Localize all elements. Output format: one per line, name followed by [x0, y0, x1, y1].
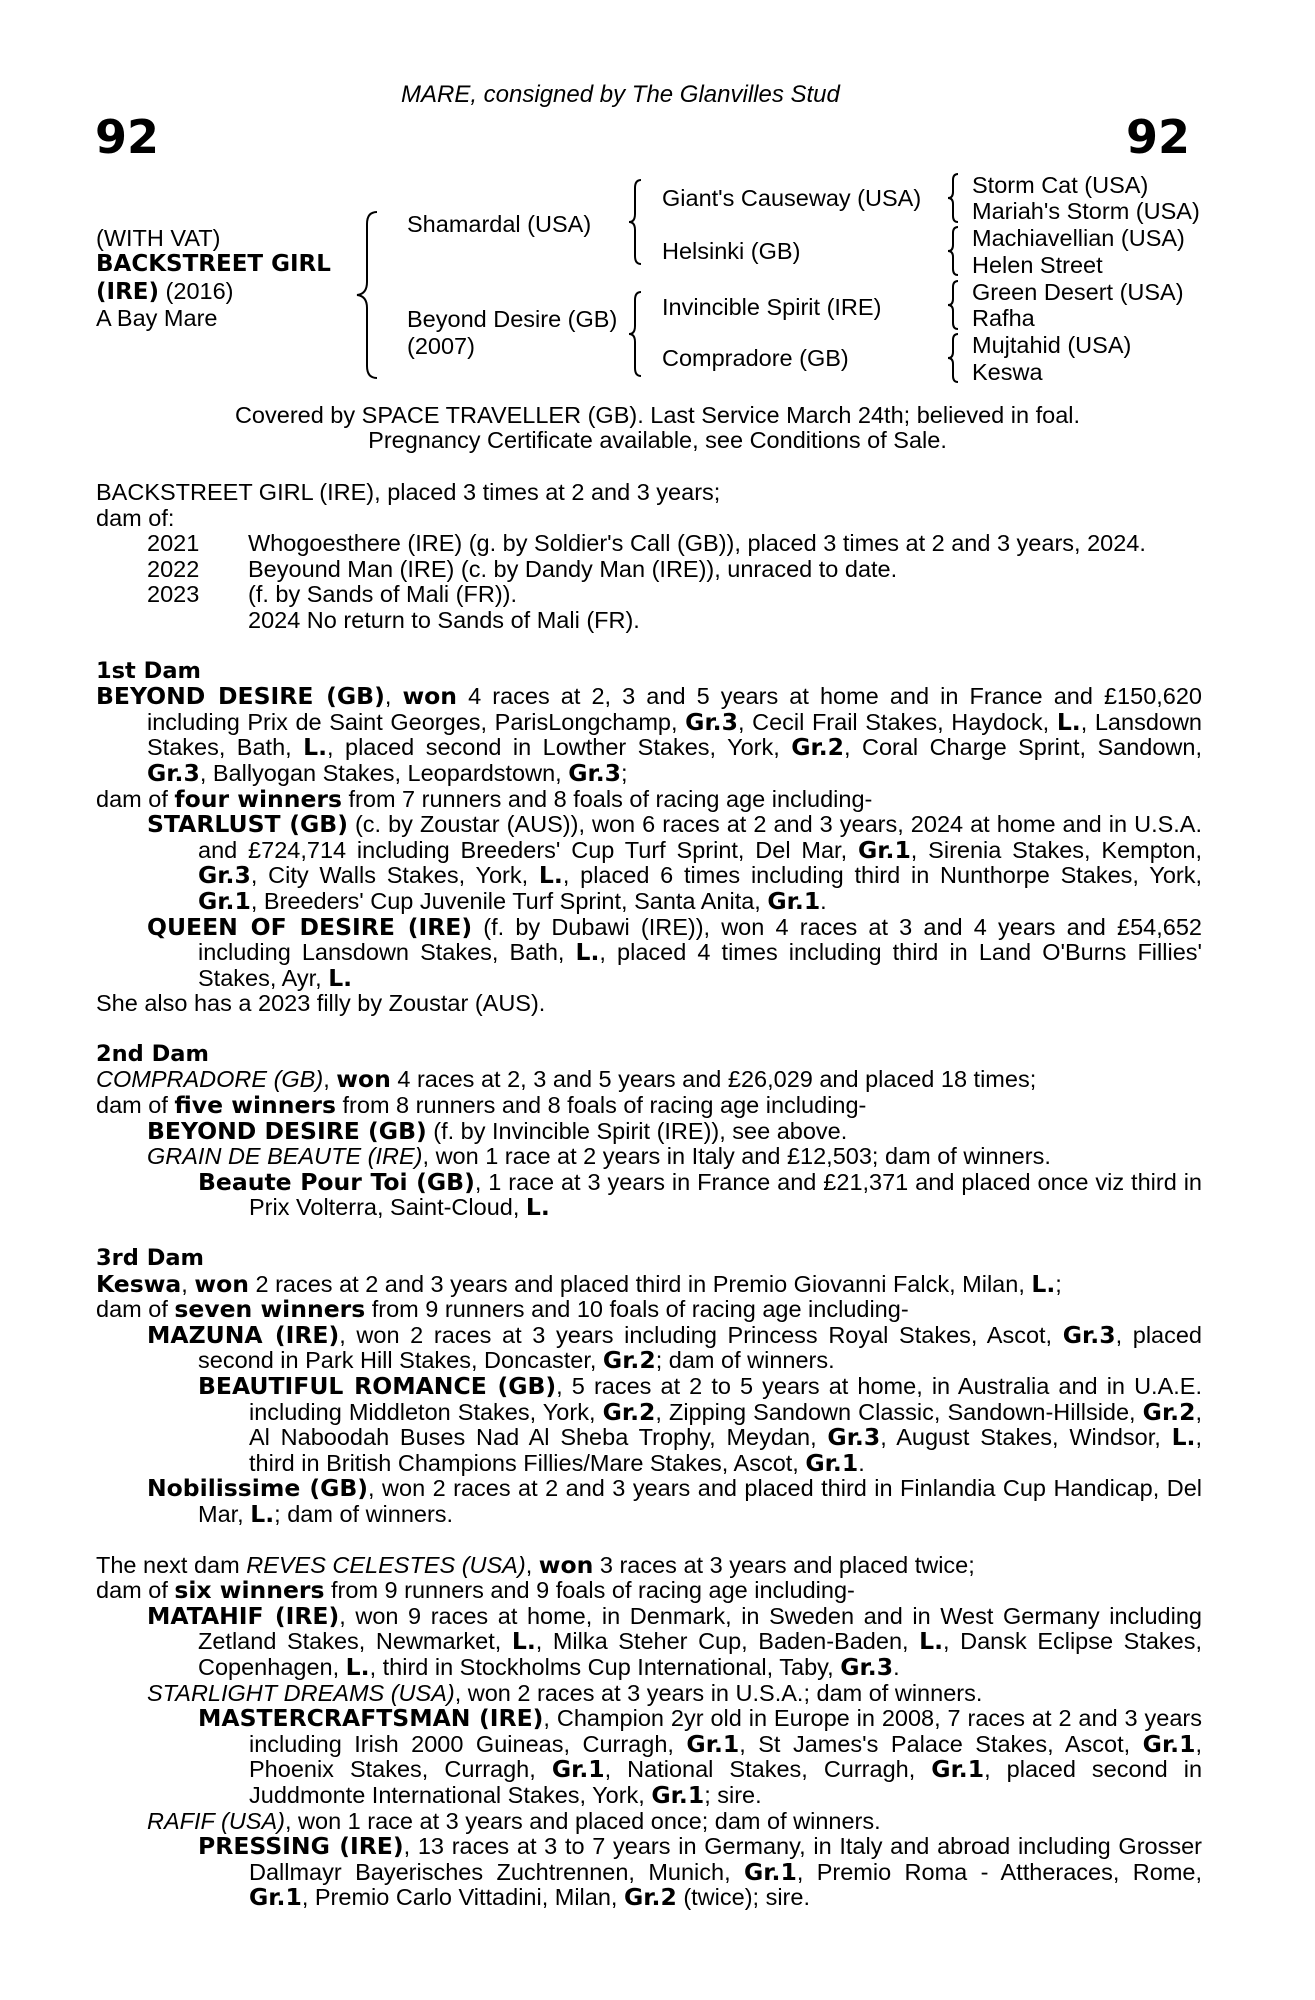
text: , 13 races at 3 to 7 years in Germany, in Italy and abroad including Grosser Dallmayr Bayerisches Zuchtrennen, Munich, [249, 1833, 1203, 1885]
second-dam-record: COMPRADORE (GB), won 4 races at 2, 3 and 5 years and £26,029 and placed 18 times; [96, 1065, 1037, 1094]
pedigree-dd-dam: Keswa [972, 359, 1043, 385]
grade: Gr.2 [602, 1397, 656, 1426]
pedigree-sd-sire: Machiavellian (USA) [972, 225, 1185, 251]
progeny-name: QUEEN OF DESIRE (IRE) [147, 912, 473, 941]
winners-count: five winners [174, 1091, 336, 1120]
first-dam-record: BEYOND DESIRE (GB), won 4 races at 2, 3 and 5 years at home and in France and £150,620 including Prix de Saint Georges, ParisLongchamp, Gr.3, Cecil Frail Stakes, Haydock, L., Lansdown Stakes, Bath, L., placed second in Lowther Stakes, York, Gr.2, Coral Charge Sprint, Sandown, Gr.3, Ballyogan Stakes, Leopardstown, Gr.3; [96, 682, 1202, 787]
text: (f. by Invincible Spirit (IRE)), see above. [426, 1117, 848, 1144]
pedigree-brace-ds [946, 279, 966, 331]
next-dam-record [96, 1550, 1202, 1579]
progeny-name: Nobilissime (GB) [147, 1474, 369, 1503]
progeny-row [96, 582, 1202, 608]
text: , St James's Palace Stakes, Ascot, [739, 1730, 1143, 1757]
text: , won 2 races at 3 years including Princess Royal Stakes, Ascot, [339, 1321, 1063, 1348]
second-dam-name: COMPRADORE (GB) [96, 1066, 324, 1093]
text: , [525, 1551, 539, 1578]
text: , won 1 race at 3 years and placed once; dam of winners. [284, 1807, 881, 1834]
second-dam-heading: 2nd Dam [96, 1040, 209, 1067]
pedigree-dam: Beyond Desire (GB) [407, 306, 618, 332]
grade: Gr.3 [840, 1652, 894, 1681]
progeny-beautiful-romance [198, 1374, 1202, 1476]
catalogue-body [96, 480, 1202, 1911]
progeny-year: 2021 [147, 530, 200, 557]
progeny-row [96, 557, 1202, 583]
progeny-text: Beyound Man (IRE) (c. by Dandy Man (IRE)), unraced to date. [248, 555, 898, 582]
grade: Gr.1 [805, 1448, 859, 1477]
vat-note: (WITH VAT) [96, 225, 221, 251]
grade: Gr.1 [551, 1755, 605, 1784]
progeny-name: GRAIN DE BEAUTE (IRE) [147, 1143, 423, 1170]
grade: Gr.2 [602, 1346, 656, 1375]
pedigree-ss-sire: Storm Cat (USA) [972, 172, 1149, 198]
progeny-grain-de-beaute [147, 1144, 1202, 1170]
text: , Champion 2yr old in Europe in 2008, 7 races at 2 and 3 years including Irish 2000 Guineas, Curragh, [249, 1705, 1203, 1757]
text: (c. by Zoustar (AUS)), won 6 races at 2 and 3 years, 2024 at home and in U.S.A. and £724,714 including Breeders' Cup Turf Sprint, Del Mar, [198, 811, 1203, 863]
progeny-mazuna [147, 1320, 1202, 1375]
progeny-beaute-pour-toi [198, 1167, 1202, 1222]
progeny-name: STARLIGHT DREAMS (USA) [147, 1679, 455, 1706]
progeny-starlight-dreams [147, 1681, 1202, 1707]
progeny-text: Whogoesthere (IRE) (g. by Soldier's Call (GB)), placed 3 times at 2 and 3 years, 2024. [248, 530, 1146, 557]
text: . [858, 1449, 865, 1476]
pedigree-sire-dam: Helsinki (GB) [662, 238, 801, 264]
text: , won 1 race at 2 years in Italy and £12,503; dam of winners. [422, 1143, 1051, 1170]
third-dam-record: Keswa, won 2 races at 2 and 3 years and placed third in Premio Giovanni Falck, Milan, L.; [96, 1269, 1062, 1298]
text: , won 2 races at 2 and 3 years and placed third in Finlandia Cup Handicap, Del Mar, [198, 1475, 1202, 1527]
pedigree-ss-dam: Mariah's Storm (USA) [972, 198, 1200, 224]
consignor-line: MARE, consigned by The Glanvilles Stud [401, 81, 840, 108]
text: . [893, 1653, 900, 1680]
next-dam-name: REVES CELESTES (USA) [246, 1551, 526, 1578]
progeny-name: BEYOND DESIRE (GB) [147, 1116, 427, 1145]
record-intro: BACKSTREET GIRL (IRE), placed 3 times at 2 and 3 years; [96, 479, 721, 505]
listed: L. [525, 1193, 550, 1222]
grade: Gr.1 [931, 1755, 985, 1784]
progeny-year: 2022 [147, 555, 200, 582]
progeny-row [96, 531, 1202, 557]
pedigree-sd-dam: Helen Street [972, 252, 1103, 278]
listed: L. [250, 1499, 275, 1528]
grade: Gr.1 [857, 835, 911, 864]
listed: L. [345, 1652, 370, 1681]
text: , Cecil Frail Stakes, Haydock, [737, 708, 1057, 735]
text: 3 races at 3 years and placed twice; [593, 1551, 975, 1578]
text: 4 races at 2, 3 and 5 years at home and in France and £150,620 including Prix de Saint Georges, ParisLongchamp, [147, 683, 1202, 735]
progeny-row [96, 608, 1202, 634]
text: , 5 races at 2 to 5 years at home, in Australia and in U.A.E. including Middleton Stakes, York, [249, 1373, 1202, 1425]
text: 2 races at 2 and 3 years and placed third in Premio Giovanni Falck, Milan, [248, 1270, 1032, 1297]
grade: Gr.2 [1142, 1397, 1196, 1426]
horse-name-line2: (IRE) [96, 279, 160, 305]
progeny-year: 2023 [147, 581, 200, 608]
text: , Coral Charge Sprint, Sandown, [844, 734, 1202, 761]
text: , won 9 races at home, in Denmark, in Sweden and in West Germany including Zetland Stakes, Newmarket, [198, 1602, 1202, 1655]
text: from 7 runners and 8 foals of racing age including- [342, 785, 873, 812]
text: , Phoenix Stakes, Curragh, [249, 1730, 1202, 1783]
horse-description: A Bay Mare [96, 305, 218, 331]
pedigree-dam-dam: Compradore (GB) [662, 345, 849, 371]
progeny-text: 2024 No return to Sands of Mali (FR). [248, 606, 640, 633]
text: , Lansdown Stakes, Bath, [147, 708, 1202, 761]
grade: Gr.3 [147, 758, 200, 787]
grade: Gr.3 [198, 861, 251, 890]
text: , August Stakes, Windsor, [880, 1424, 1172, 1451]
pedigree-brace-sd [946, 225, 966, 277]
listed: L. [328, 963, 353, 992]
text: ; sire. [704, 1781, 762, 1808]
progeny-name: RAFIF (USA) [147, 1807, 285, 1834]
pedigree-dam-sire: Invincible Spirit (IRE) [662, 294, 882, 320]
progeny-text: (f. by Sands of Mali (FR)). [248, 581, 517, 608]
text: ; dam of winners. [274, 1500, 454, 1527]
text: , Premio Roma - Attheraces, Rome, [796, 1858, 1202, 1885]
text: . [820, 887, 827, 914]
record-dam-of: dam of: [96, 504, 175, 531]
won-label: won [402, 682, 458, 711]
text: from 9 runners and 9 foals of racing age including- [324, 1577, 855, 1604]
progeny-name: BEAUTIFUL ROMANCE (GB) [198, 1372, 557, 1400]
grade: Gr.1 [249, 1883, 302, 1912]
pedigree-sire: Shamardal (USA) [407, 211, 592, 237]
text: , Dansk Eclipse Stakes, Copenhagen, [198, 1628, 1203, 1680]
listed: L. [919, 1627, 944, 1656]
text: (f. by Dubawi (IRE)), won 4 races at 3 and 4 years and £54,652 including Lansdown Stakes, Bath, [198, 913, 1202, 966]
won-label: won [538, 1550, 594, 1579]
text: , Ballyogan Stakes, Leopardstown, [199, 759, 569, 786]
text: from 9 runners and 10 foals of racing age including- [365, 1296, 909, 1323]
text: , placed 6 times including third in Nunthorpe Stakes, York, [562, 862, 1202, 889]
progeny-nobilissime [147, 1476, 1202, 1527]
pedigree-ds-dam: Rafha [972, 305, 1035, 331]
progeny-matahif [147, 1601, 1203, 1681]
text: , placed second in Park Hill Stakes, Doncaster, [198, 1321, 1202, 1374]
text: from 8 runners and 8 foals of racing age including- [335, 1092, 867, 1119]
text: , Milka Steher Cup, Baden-Baden, [535, 1628, 920, 1655]
pedigree-brace-dd [946, 332, 966, 384]
listed: L. [1056, 707, 1081, 736]
text: dam of [96, 1577, 175, 1604]
text: , placed second in Juddmonte International Stakes, York, [249, 1756, 1203, 1808]
pedigree-dd-sire: Mujtahid (USA) [972, 332, 1132, 358]
first-dam-heading: 1st Dam [96, 657, 201, 684]
covering-line2: Pregnancy Certificate available, see Conditions of Sale. [368, 427, 947, 453]
text: , Al Naboodah Buses Nad Al Sheba Trophy, Meydan, [249, 1398, 1202, 1451]
text: (twice); sire. [676, 1884, 810, 1911]
next-dam-produce [96, 1578, 1202, 1604]
grade: Gr.3 [568, 758, 622, 787]
progeny-name: Beaute Pour Toi (GB) [198, 1167, 475, 1196]
third-dam-name: Keswa [96, 1269, 182, 1298]
third-dam-heading: 3rd Dam [96, 1245, 204, 1272]
second-dam-produce [96, 1093, 1202, 1119]
first-dam-produce [96, 784, 1202, 813]
first-dam-also: She also has a 2023 filly by Zoustar (AUS). [96, 990, 546, 1017]
third-dam-produce [96, 1297, 1202, 1323]
winners-count: four winners [174, 784, 342, 813]
listed: L. [575, 938, 600, 967]
won-label: won [336, 1065, 391, 1094]
progeny-rafif [147, 1809, 1202, 1835]
text: ; dam of winners. [655, 1347, 835, 1374]
listed: L. [1031, 1269, 1056, 1298]
lot-number-right: 92 [1126, 110, 1191, 164]
progeny-beyond-desire [147, 1116, 1202, 1145]
grade: Gr.1 [744, 1857, 797, 1886]
pedigree-brace-dam [627, 290, 651, 378]
listed: L. [303, 733, 328, 762]
winners-count: seven winners [174, 1295, 366, 1324]
listed: L. [511, 1627, 536, 1656]
progeny-pressing [198, 1834, 1202, 1911]
won-label: won [194, 1269, 249, 1298]
text: ; [1055, 1270, 1062, 1297]
text: The next dam [96, 1551, 247, 1578]
text: , Sirenia Stakes, Kempton, [910, 836, 1202, 863]
pedigree-brace-main [355, 210, 395, 380]
text: , National Stakes, Curragh, [604, 1756, 932, 1783]
grade: Gr.3 [685, 707, 738, 736]
progeny-name: STARLUST (GB) [147, 810, 348, 839]
text: , Premio Carlo Vittadini, Milan, [301, 1884, 624, 1911]
text: dam of [96, 785, 175, 812]
text: , won 2 races at 3 years in U.S.A.; dam of winners. [454, 1679, 983, 1706]
grade: Gr.1 [1142, 1729, 1196, 1758]
text: , 1 race at 3 years in France and £21,371 and placed once viz third in Prix Volterra, Saint-Cloud, [249, 1168, 1202, 1221]
text: , City Walls Stakes, York, [250, 862, 539, 889]
grade: Gr.1 [198, 886, 251, 915]
progeny-name: MAZUNA (IRE) [147, 1320, 340, 1349]
listed: L. [538, 861, 563, 890]
grade: Gr.3 [1062, 1320, 1116, 1349]
pedigree-ds-sire: Green Desert (USA) [972, 279, 1184, 305]
text: , Zipping Sandown Classic, Sandown-Hillside, [655, 1398, 1143, 1425]
text: , placed 4 times including third in Land O'Burns Fillies' Stakes, Ayr, [198, 939, 1202, 991]
progeny-name: PRESSING (IRE) [198, 1832, 404, 1861]
text: dam of [96, 1092, 175, 1119]
text: , placed second in Lowther Stakes, York, [327, 734, 792, 761]
text: , third in Stockholms Cup International, Taby, [369, 1653, 841, 1680]
text: ; [621, 759, 628, 786]
text: dam of [96, 1296, 175, 1323]
progeny-year [96, 608, 198, 634]
first-dam-name: BEYOND DESIRE (GB) [96, 682, 385, 711]
horse-year: (2016) [159, 278, 234, 304]
pedigree-brace-sire [627, 178, 651, 266]
progeny-mastercraftsman [198, 1706, 1202, 1808]
text: , third in British Champions Fillies/Mare Stakes, Ascot, [249, 1424, 1202, 1476]
text: , Breeders' Cup Juvenile Turf Sprint, Santa Anita, [250, 887, 768, 914]
progeny-name: MATAHIF (IRE) [147, 1601, 340, 1630]
pedigree-dam-year: (2007) [407, 333, 475, 359]
grade: Gr.3 [827, 1423, 881, 1452]
pedigree-brace-ss [946, 172, 966, 224]
winners-count: six winners [174, 1576, 325, 1605]
progeny-queen-of-desire [147, 912, 1202, 992]
grade: Gr.1 [651, 1780, 705, 1809]
progeny-name: MASTERCRAFTSMAN (IRE) [198, 1704, 544, 1733]
pedigree-sire-sire: Giant's Causeway (USA) [662, 185, 922, 211]
grade: Gr.2 [623, 1883, 677, 1912]
grade: Gr.1 [767, 886, 821, 915]
listed: L. [1171, 1423, 1196, 1452]
grade: Gr.1 [686, 1729, 740, 1758]
covering-line1: Covered by SPACE TRAVELLER (GB). Last Service March 24th; believed in foal. [234, 402, 1081, 428]
horse-name-line1: BACKSTREET GIRL [96, 251, 331, 277]
text: 4 races at 2, 3 and 5 years and £26,029 and placed 18 times; [390, 1066, 1037, 1093]
grade: Gr.2 [791, 733, 845, 762]
horse-name-line2-wrap [96, 279, 233, 306]
progeny-starlust [147, 812, 1202, 914]
lot-number-left: 92 [95, 110, 160, 164]
